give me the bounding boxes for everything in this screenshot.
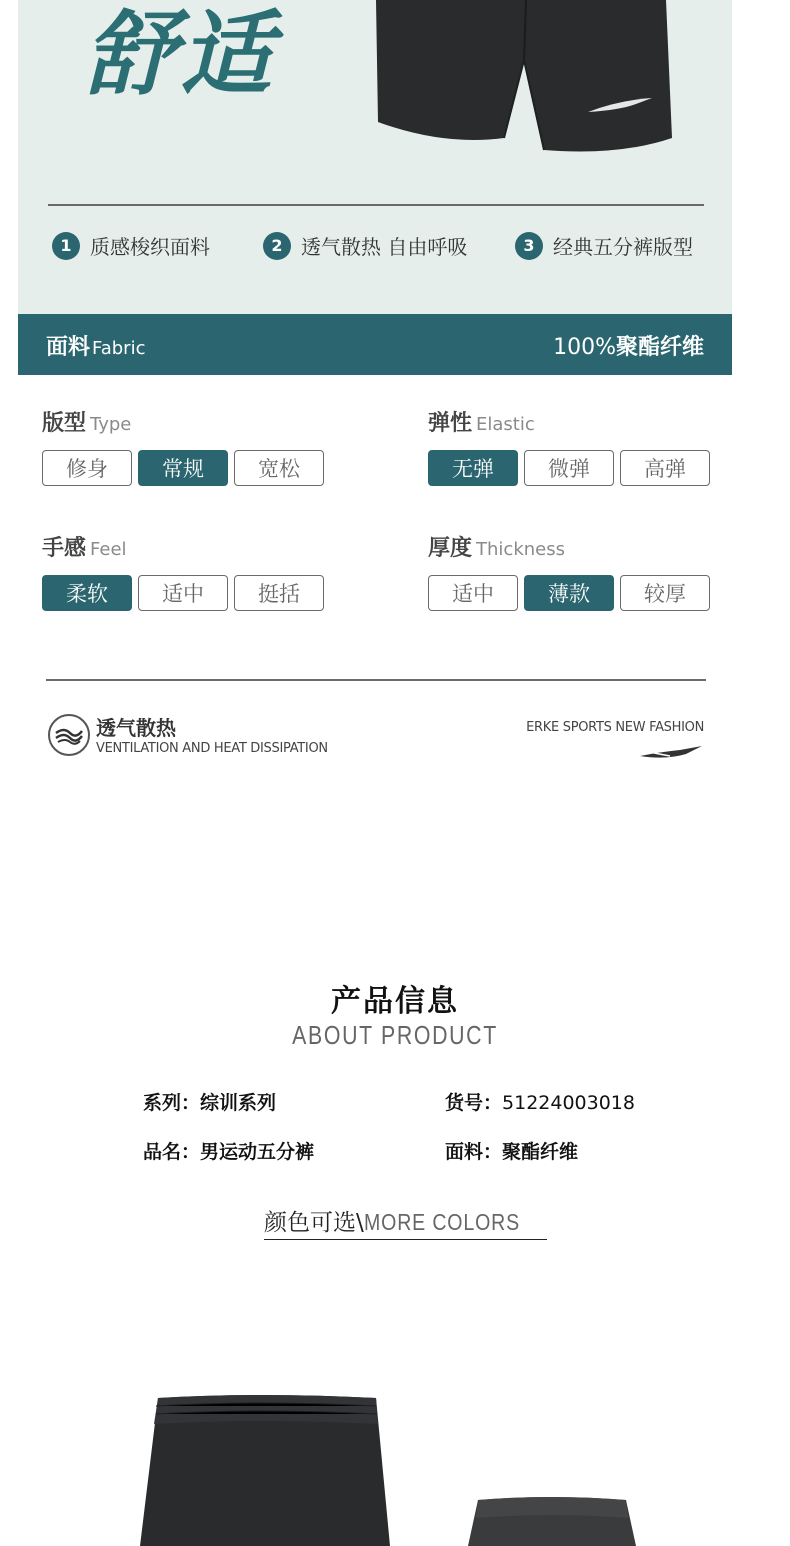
feature-3 — [515, 231, 693, 260]
feature-number: 1 — [52, 232, 80, 260]
spec-value: 聚酯纤维 — [502, 1141, 579, 1163]
option-high-stretch: 高弹 — [620, 450, 710, 486]
option-regular: 常规 — [138, 450, 228, 486]
attr-heading-en: Thickness — [476, 539, 565, 560]
feature-number: 3 — [515, 232, 543, 260]
attr-heading — [42, 406, 324, 437]
option-thin: 薄款 — [524, 575, 614, 611]
attr-heading-en: Elastic — [476, 414, 535, 435]
option-thick: 较厚 — [620, 575, 710, 611]
fabric-label-cn: 面料 — [46, 335, 91, 360]
product-variant-black-shorts[interactable] — [140, 1392, 392, 1546]
attr-heading — [428, 531, 710, 562]
attr-heading-en: Type — [90, 414, 132, 435]
option-group — [428, 450, 710, 486]
divider — [48, 204, 704, 206]
attr-type — [42, 406, 324, 486]
fabric-label-en: Fabric — [92, 338, 146, 359]
option-medium: 适中 — [138, 575, 228, 611]
product-variant-gray-shorts[interactable] — [466, 1494, 638, 1546]
attr-heading-cn: 厚度 — [428, 536, 473, 561]
attr-heading-cn: 弹性 — [428, 411, 473, 436]
product-info-subtitle: ABOUT PRODUCT — [292, 1020, 498, 1050]
airflow-icon — [48, 714, 90, 756]
spec-product-name — [143, 1137, 314, 1164]
brand-tagline: ERKE SPORTS NEW FASHION — [526, 720, 704, 735]
attr-thickness — [428, 531, 710, 611]
option-group — [428, 575, 710, 611]
option-soft: 柔软 — [42, 575, 132, 611]
ventilation-title: 透气散热 — [96, 715, 176, 740]
spec-value: 综训系列 — [200, 1092, 277, 1114]
spec-key: 系列： — [143, 1092, 201, 1114]
feature-text: 透气散热 自由呼吸 — [301, 235, 468, 259]
attr-feel — [42, 531, 324, 611]
feature-number: 2 — [263, 232, 291, 260]
attr-heading-cn: 版型 — [42, 411, 87, 436]
divider — [46, 679, 706, 681]
more-colors-cn: 颜色可选\ — [264, 1210, 364, 1236]
spec-value: 男运动五分裤 — [200, 1141, 315, 1163]
spec-key: 面料： — [445, 1141, 503, 1163]
option-slight-stretch: 微弹 — [524, 450, 614, 486]
option-crisp: 挺括 — [234, 575, 324, 611]
more-colors-heading — [264, 1204, 547, 1240]
spec-key: 品名： — [143, 1141, 201, 1163]
more-colors-en: MORE COLORS — [363, 1209, 520, 1235]
attr-elastic — [428, 406, 710, 486]
spec-fabric — [445, 1137, 578, 1164]
product-info-title: 产品信息 — [331, 984, 459, 1019]
feature-1 — [52, 231, 210, 260]
fabric-band — [18, 314, 732, 375]
ventilation-subtitle: VENTILATION AND HEAT DISSIPATION — [96, 740, 328, 756]
spec-sku — [445, 1088, 635, 1115]
feature-text: 经典五分裤版型 — [553, 235, 693, 259]
fabric-material: 聚酯纤维 — [615, 335, 704, 360]
ventilation-badge — [48, 714, 328, 756]
fabric-value — [553, 330, 704, 361]
attr-heading — [428, 406, 710, 437]
shorts-hero-image — [374, 0, 674, 156]
erke-logo-icon — [640, 744, 704, 762]
option-medium-thickness: 适中 — [428, 575, 518, 611]
option-loose: 宽松 — [234, 450, 324, 486]
option-no-stretch: 无弹 — [428, 450, 518, 486]
option-group — [42, 450, 324, 486]
hero-panel — [18, 0, 732, 314]
spec-key: 货号： — [445, 1092, 503, 1114]
spec-value: 51224003018 — [502, 1092, 635, 1114]
option-slim: 修身 — [42, 450, 132, 486]
attr-heading — [42, 531, 324, 562]
spec-series — [143, 1088, 276, 1115]
fabric-label — [46, 330, 145, 361]
hero-title: 舒适 — [84, 1, 277, 108]
attr-heading-cn: 手感 — [42, 536, 87, 561]
feature-2 — [263, 231, 467, 260]
feature-text: 质感梭织面料 — [90, 235, 210, 259]
option-group — [42, 575, 324, 611]
attr-heading-en: Feel — [90, 539, 127, 560]
fabric-percent: 100% — [553, 335, 616, 360]
